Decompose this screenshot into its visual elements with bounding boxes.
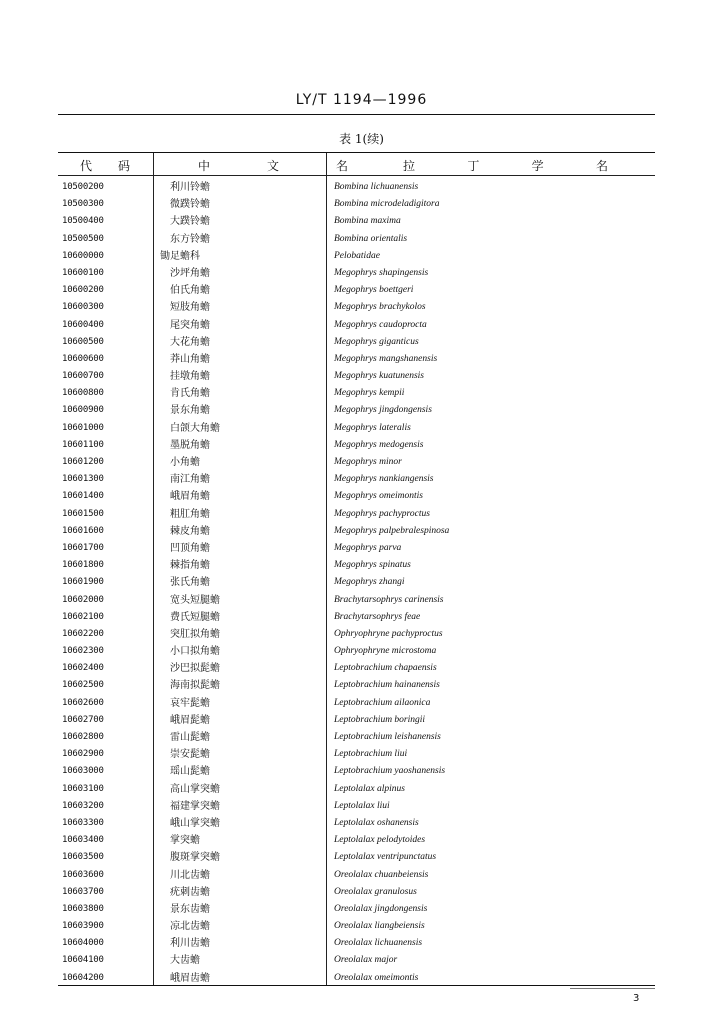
chinese-name: 粗肛角蟾 xyxy=(170,508,210,520)
chinese-name: 利川齿蟾 xyxy=(170,938,210,950)
table-body xyxy=(58,179,655,987)
table-row xyxy=(58,420,655,437)
chinese-name: 肯氏角蟾 xyxy=(170,388,210,400)
species-code: 10603600 xyxy=(62,869,104,880)
chinese-name: 瑶山髭蟾 xyxy=(170,766,210,778)
latin-name: Pelobatidae xyxy=(334,250,380,261)
chinese-name: 凹顶角蟾 xyxy=(170,542,210,554)
chinese-name: 利川铃蟾 xyxy=(170,182,210,193)
species-code: 10602600 xyxy=(62,697,104,708)
chinese-name: 沙巴拟髭蟾 xyxy=(170,663,220,675)
chinese-name: 沙坪角蟾 xyxy=(170,267,210,279)
latin-name: Megophrys spinatus xyxy=(334,560,411,571)
chinese-name: 墨脱角蟾 xyxy=(170,439,210,451)
chinese-name: 张氏角蟾 xyxy=(170,577,210,589)
species-code: 10602200 xyxy=(62,628,104,639)
latin-name: Megophrys brachykolos xyxy=(334,302,426,313)
species-code: 10601100 xyxy=(62,439,104,450)
species-code: 10601200 xyxy=(62,457,104,467)
chinese-name: 微蹼铃蟾 xyxy=(170,199,210,211)
chinese-name: 掌突蟾 xyxy=(170,835,200,847)
header-char: 中 xyxy=(198,159,211,173)
species-code: 10601900 xyxy=(62,577,104,588)
latin-name: Ophryophryne pachyproctus xyxy=(334,628,443,639)
species-code: 10601800 xyxy=(62,560,104,571)
table-row xyxy=(58,213,655,230)
chinese-name: 锄足蟾科 xyxy=(160,250,200,262)
latin-name: Oreolalax chuanbeiensis xyxy=(334,869,429,880)
chinese-name: 莽山角蟾 xyxy=(170,353,210,365)
latin-name: Leptobrachium leishanensis xyxy=(334,732,441,742)
species-code: 10602400 xyxy=(62,663,104,674)
chinese-name: 小角蟾 xyxy=(170,457,200,468)
header-code xyxy=(80,157,130,173)
latin-name: Leptolalax ventripunctatus xyxy=(334,852,437,863)
latin-name: Ophryophryne microstoma xyxy=(334,646,437,657)
species-code: 10601400 xyxy=(62,491,104,502)
species-code: 10600100 xyxy=(62,267,104,278)
chinese-name: 峨山掌突蟾 xyxy=(170,817,220,829)
latin-name: Megophrys lateralis xyxy=(334,422,411,433)
table-row xyxy=(58,368,655,385)
chinese-name: 福建掌突蟾 xyxy=(170,800,220,812)
table-row xyxy=(58,231,655,248)
footer-rule xyxy=(570,988,655,989)
chinese-name: 宽头短腿蟾 xyxy=(170,594,220,606)
table-row xyxy=(58,334,655,351)
species-code: 10601500 xyxy=(62,508,104,519)
header-char: 码 xyxy=(117,159,130,173)
table-row xyxy=(58,729,655,746)
latin-name: Leptolalax alpinus xyxy=(334,783,405,794)
species-code: 10603000 xyxy=(62,766,104,777)
header-rule xyxy=(58,114,655,115)
latin-name: Megophrys giganticus xyxy=(334,336,419,347)
chinese-name: 棘皮角蟾 xyxy=(170,525,210,537)
chinese-name: 突肛拟角蟾 xyxy=(170,628,220,640)
latin-name: Leptobrachium ailaonica xyxy=(334,697,431,708)
latin-name: Megophrys kempii xyxy=(334,388,405,399)
table-row xyxy=(58,557,655,574)
chinese-name: 棘指角蟾 xyxy=(170,560,210,572)
chinese-name: 峨眉齿蟾 xyxy=(170,972,210,984)
latin-name: Megophrys palpebralespinosa xyxy=(334,525,450,536)
latin-name: Brachytarsophrys carinensis xyxy=(334,594,444,605)
chinese-name: 峨眉角蟾 xyxy=(170,491,210,503)
latin-name: Megophrys shapingensis xyxy=(334,267,429,278)
species-code: 10600300 xyxy=(62,302,104,313)
table-row xyxy=(58,849,655,866)
table-row xyxy=(58,781,655,798)
chinese-name: 雷山髭蟾 xyxy=(170,732,210,743)
latin-name: Megophrys nankiangensis xyxy=(334,474,434,485)
latin-name: Leptobrachium liui xyxy=(334,749,408,760)
species-code: 10601300 xyxy=(62,474,104,485)
header-char: 拉 xyxy=(403,159,416,173)
species-code: 10604200 xyxy=(62,972,104,983)
table-row xyxy=(58,935,655,952)
latin-name: Bombina orientalis xyxy=(334,233,408,244)
latin-name: Leptobrachium hainanensis xyxy=(334,680,440,691)
chinese-name: 伯氏角蟾 xyxy=(170,285,210,297)
table-row xyxy=(58,660,655,677)
table-row xyxy=(58,677,655,694)
species-code: 10603700 xyxy=(62,886,104,897)
chinese-name: 疣刺齿蟾 xyxy=(170,886,210,898)
header-char: 名 xyxy=(335,159,348,173)
table-row xyxy=(58,970,655,987)
species-code: 10602800 xyxy=(62,732,104,742)
latin-name: Leptolalax pelodytoides xyxy=(334,835,426,846)
table-row xyxy=(58,299,655,316)
latin-name: Leptolalax oshanensis xyxy=(334,817,419,828)
species-code: 10500300 xyxy=(62,199,104,210)
latin-name: Brachytarsophrys feae xyxy=(334,611,421,622)
latin-name: Megophrys medogensis xyxy=(334,439,424,450)
species-code: 10602500 xyxy=(62,680,104,691)
table-header xyxy=(58,153,655,176)
chinese-name: 哀牢髭蟾 xyxy=(170,697,210,709)
latin-name: Megophrys mangshanensis xyxy=(334,353,438,364)
table-row xyxy=(58,317,655,334)
chinese-name: 费氏短腿蟾 xyxy=(170,611,220,623)
page-number: 3 xyxy=(633,993,640,1004)
table-row xyxy=(58,609,655,626)
latin-name: Oreolalax jingdongensis xyxy=(334,903,428,914)
chinese-name: 海南拟髭蟾 xyxy=(170,680,220,692)
latin-name: Bombina lichuanensis xyxy=(334,182,419,192)
table-row xyxy=(58,712,655,729)
table-row xyxy=(58,265,655,282)
species-code: 10500400 xyxy=(62,216,104,227)
chinese-name: 白颌大角蟾 xyxy=(170,422,220,434)
chinese-name: 高山掌突蟾 xyxy=(170,783,220,795)
table-row xyxy=(58,351,655,368)
latin-name: Megophrys omeimontis xyxy=(334,491,423,502)
header-char: 学 xyxy=(531,159,544,173)
latin-name: Oreolalax omeimontis xyxy=(334,972,419,983)
table-row xyxy=(58,196,655,213)
species-code: 10600000 xyxy=(62,250,104,261)
chinese-name: 大花角蟾 xyxy=(170,336,210,348)
table-row xyxy=(58,437,655,454)
latin-name: Megophrys zhangi xyxy=(334,577,405,588)
species-code: 10603900 xyxy=(62,921,104,932)
chinese-name: 挂墩角蟾 xyxy=(170,371,210,383)
species-code: 10602000 xyxy=(62,594,104,605)
species-code: 10603300 xyxy=(62,817,104,828)
table-row xyxy=(58,815,655,832)
table-row xyxy=(58,798,655,815)
species-code: 10600800 xyxy=(62,388,104,399)
latin-name: Megophrys pachyproctus xyxy=(334,508,430,519)
table-row xyxy=(58,488,655,505)
latin-name: Megophrys jingdongensis xyxy=(334,405,432,416)
chinese-name: 小口拟角蟾 xyxy=(170,646,220,658)
chinese-name: 川北齿蟾 xyxy=(170,869,210,881)
latin-name: Oreolalax liangbeiensis xyxy=(334,921,425,932)
chinese-name: 峨眉髭蟾 xyxy=(170,714,210,726)
table-row xyxy=(58,402,655,419)
species-code: 10500500 xyxy=(62,233,104,244)
chinese-name: 大齿蟾 xyxy=(170,955,200,967)
header-char: 代 xyxy=(80,159,93,173)
latin-name: Oreolalax major xyxy=(334,955,398,966)
table-row xyxy=(58,506,655,523)
species-code: 10603500 xyxy=(62,852,104,863)
header-latin-name xyxy=(403,157,608,173)
species-code: 10600200 xyxy=(62,285,104,296)
species-code: 10600600 xyxy=(62,353,104,364)
table-row xyxy=(58,884,655,901)
latin-name: Oreolalax granulosus xyxy=(334,886,417,897)
species-code: 10600700 xyxy=(62,371,104,382)
table-row xyxy=(58,523,655,540)
chinese-name: 景东齿蟾 xyxy=(170,903,210,915)
species-code: 10600500 xyxy=(62,336,104,347)
latin-name: Leptobrachium boringii xyxy=(334,714,426,725)
table-row xyxy=(58,918,655,935)
species-code: 10601600 xyxy=(62,525,104,536)
chinese-name: 南江角蟾 xyxy=(170,474,210,486)
table-row xyxy=(58,746,655,763)
table-row xyxy=(58,952,655,969)
latin-name: Bombina microdeladigitora xyxy=(334,199,440,210)
species-code: 10602700 xyxy=(62,714,104,725)
species-code: 10602900 xyxy=(62,749,104,760)
chinese-name: 东方铃蟾 xyxy=(170,233,210,245)
latin-name: Oreolalax lichuanensis xyxy=(334,938,423,949)
species-code: 10500200 xyxy=(62,182,104,192)
species-code: 10603400 xyxy=(62,835,104,846)
table-row xyxy=(58,179,655,196)
latin-name: Megophrys caudoprocta xyxy=(334,319,427,330)
table-row xyxy=(58,901,655,918)
chinese-name: 腹斑掌突蟾 xyxy=(170,852,220,864)
table-row xyxy=(58,471,655,488)
species-code: 10601700 xyxy=(62,542,104,553)
table-row xyxy=(58,540,655,557)
latin-name: Bombina maxima xyxy=(334,216,401,227)
chinese-name: 景东角蟾 xyxy=(170,405,210,417)
latin-name: Leptolalax liui xyxy=(334,800,390,811)
table-row xyxy=(58,282,655,299)
table-row xyxy=(58,763,655,780)
species-code: 10602100 xyxy=(62,611,104,622)
chinese-name: 凉北齿蟾 xyxy=(170,921,210,933)
header-char: 文 xyxy=(266,159,279,173)
chinese-name: 尾突角蟾 xyxy=(170,319,210,331)
table-row xyxy=(58,643,655,660)
latin-name: Leptobrachium chapaensis xyxy=(334,663,437,674)
latin-name: Leptobrachium yaoshanensis xyxy=(334,766,446,777)
chinese-name: 崇安髭蟾 xyxy=(170,749,210,761)
table-row xyxy=(58,695,655,712)
latin-name: Megophrys parva xyxy=(334,542,402,553)
species-code: 10603200 xyxy=(62,800,104,811)
header-char: 丁 xyxy=(467,159,480,173)
table-caption: 表 1(续) xyxy=(339,132,384,146)
chinese-name: 短肢角蟾 xyxy=(170,302,210,314)
header-chinese-name xyxy=(198,157,348,173)
species-code: 10604100 xyxy=(62,955,104,966)
species-code: 10602300 xyxy=(62,646,104,657)
species-code: 10604000 xyxy=(62,938,104,949)
latin-name: Megophrys minor xyxy=(334,457,402,467)
chinese-name: 大蹼铃蟾 xyxy=(170,216,210,228)
table-row xyxy=(58,454,655,471)
table-row xyxy=(58,867,655,884)
table-row xyxy=(58,592,655,609)
species-code: 10600400 xyxy=(62,319,104,330)
latin-name: Megophrys kuatunensis xyxy=(334,371,424,382)
latin-name: Megophrys boettgeri xyxy=(334,285,414,296)
table-row xyxy=(58,385,655,402)
species-code: 10603800 xyxy=(62,903,104,914)
table-row xyxy=(58,248,655,265)
species-code: 10601000 xyxy=(62,422,104,433)
table-row xyxy=(58,626,655,643)
species-code: 10603100 xyxy=(62,783,104,794)
species-code: 10600900 xyxy=(62,405,104,416)
table-row xyxy=(58,574,655,591)
table-row xyxy=(58,832,655,849)
species-table xyxy=(58,152,655,986)
standard-header: LY/T 1194—1996 xyxy=(295,92,428,108)
header-char: 名 xyxy=(595,159,608,173)
